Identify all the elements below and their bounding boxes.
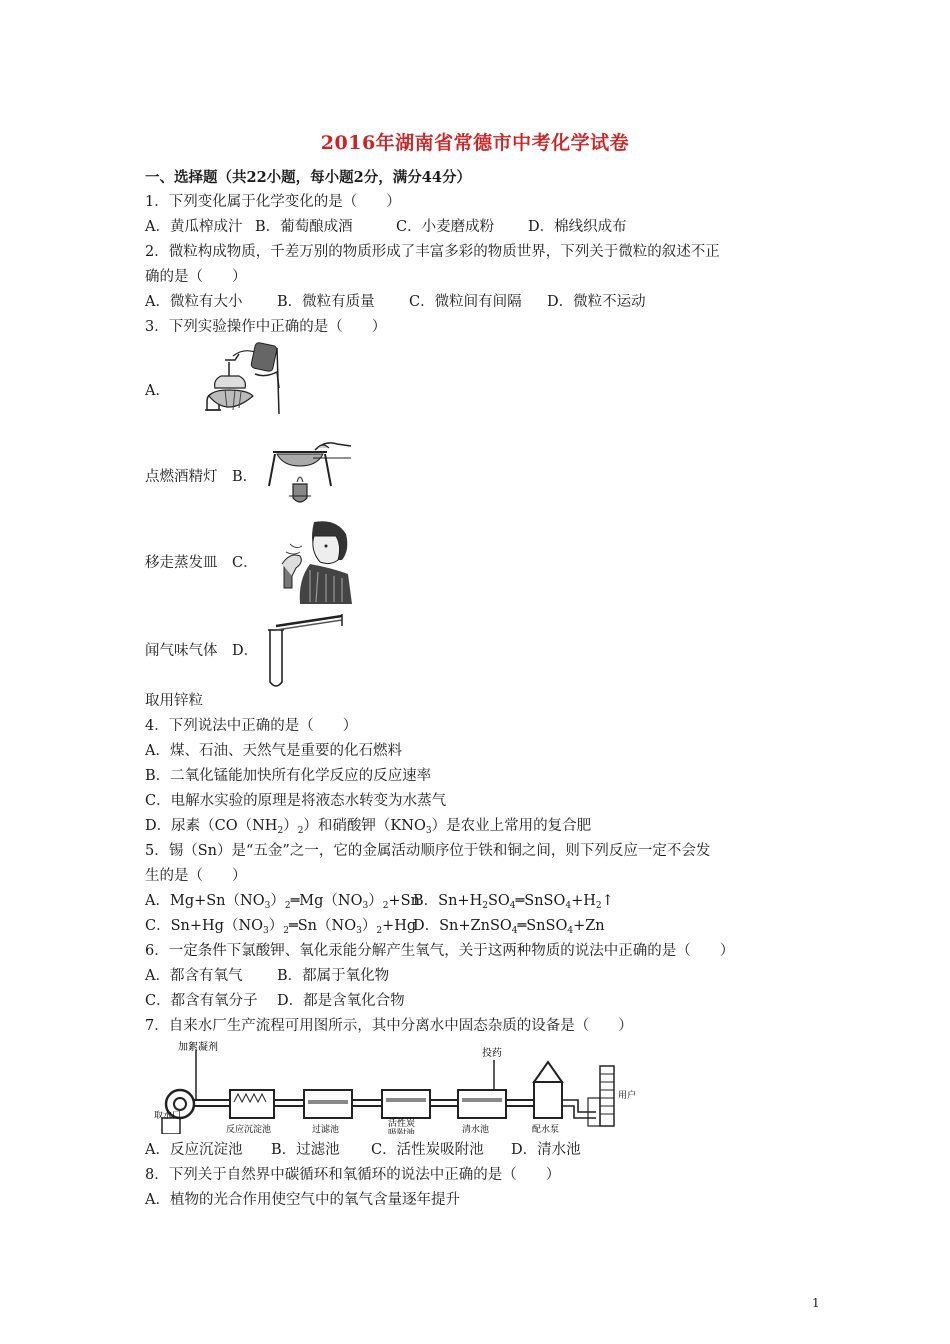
pump-label: 配水泵 (532, 1125, 560, 1134)
alcohol-lamp-lighting-figure (195, 338, 285, 418)
q3-option-a-letter: A． (145, 383, 170, 399)
q3-option-b-row: 点燃酒精灯 B． (145, 469, 258, 485)
q7-option-a: A．反应沉淀池 (145, 1142, 243, 1158)
q5-option-c: C．$Sn+Hg(NO_3)_2═Sn(NO_3)_2+Hg$ (145, 918, 417, 936)
filter-label: 过滤池 (312, 1125, 340, 1134)
q2-stem-line1: 2．微粒构成物质，千差万别的物质形成了丰富多彩的物质世界，下列关于微粒的叙述不正 (145, 244, 720, 260)
q2-options (145, 292, 646, 312)
q2-option-a: A．微粒有大小 (145, 294, 243, 310)
q7-stem: 7．自来水厂生产流程可用图所示，其中分离水中固态杂质的设备是（ ） (145, 1018, 633, 1034)
q4-option-b: B．二氧化锰能加快所有化学反应的反应速率 (145, 768, 432, 784)
q4-stem: 4．下列说法中正确的是（ ） (145, 718, 358, 734)
q5-stem-line1: 5．锡（Sn）是“五金”之一，它的金属活动顺序位于铁和铜之间，则下列反应一定不会发 (145, 843, 711, 859)
water-treatment-diagram (148, 1038, 638, 1134)
page-number: 1 (812, 1296, 820, 1310)
q6-option-b: B．都属于氧化物 (277, 968, 390, 984)
q6-stem: 6．一定条件下氯酸钾、氧化汞能分解产生氧气，关于这两种物质的说法中正确的是（ ） (145, 943, 735, 959)
test-tube-zinc-figure (262, 612, 352, 692)
evaporating-dish-figure (267, 432, 352, 512)
q6-options-ab (145, 966, 389, 986)
q3-option-c-row: 移走蒸发皿 C． (145, 555, 258, 571)
q5-option-a: A．$Mg+Sn(NO_3)_2═Mg(NO_3)_2+Sn$ (145, 893, 420, 911)
dosing-label: 投药 (482, 1048, 502, 1059)
q3-option-d-row: 闻气味气体 D． (145, 643, 259, 659)
q5-options-ab (145, 891, 614, 911)
intake-label: 取水口 (154, 1111, 182, 1121)
q1-option-b: B．葡萄酿成酒 (255, 219, 353, 235)
clear-tank-label: 清水池 (462, 1125, 490, 1134)
q8-stem: 8．下列关于自然界中碳循环和氧循环的说法中正确的是（ ） (145, 1167, 561, 1183)
q6-option-c: C．都含有氧分子 (145, 993, 258, 1009)
q8-option-a: A．植物的光合作用使空气中的氧气含量逐年提升 (145, 1192, 460, 1208)
q1-options (145, 217, 627, 237)
q1-stem: 1．下列变化属于化学变化的是（ ） (145, 194, 401, 210)
q5-options-cd (145, 916, 605, 936)
q4-option-d: D．尿素$(CO(NH_2)_2)$和硝酸钾$(KNO_3)$是农业上常用的复合肥 (145, 818, 592, 836)
smelling-gas-figure (270, 516, 355, 604)
q1-option-c: C．小麦磨成粉 (396, 219, 495, 235)
carbon-label-1: 活性炭 (388, 1119, 416, 1129)
q2-option-c: C．微粒间有间隔 (409, 294, 522, 310)
q7-options (145, 1140, 581, 1160)
q6-option-d: D．都是含氧化合物 (277, 993, 405, 1009)
q7-option-d: D．清水池 (511, 1142, 581, 1158)
carbon-label-2: 吸附池 (388, 1129, 416, 1134)
q4-option-a: A．煤、石油、天然气是重要的化石燃料 (145, 743, 402, 759)
q7-option-b: B．过滤池 (271, 1142, 340, 1158)
section-heading: 一、选择题（共22小题，每小题2分，满分44分） (145, 169, 471, 186)
q6-options-cd (145, 991, 405, 1011)
q7-option-c: C．活性炭吸附池 (371, 1142, 484, 1158)
page-title: 2016年湖南省常德市中考化学试卷 (320, 132, 630, 154)
q1-option-d: D．棉线织成布 (528, 219, 627, 235)
q5-stem-line2: 生的是（ ） (145, 868, 247, 884)
q2-option-d: D．微粒不运动 (547, 294, 646, 310)
q2-option-b: B．微粒有质量 (277, 294, 375, 310)
q5-option-b: B．$Sn+H_2SO_4═SnSO_4+H_2↑$ (413, 893, 614, 911)
q3-option-d-label: 取用锌粒 (145, 693, 203, 709)
q5-option-d: D．Sn+ZnSO$_4$═SnSO$_4$+Zn (413, 918, 605, 936)
q1-option-a: A．黄瓜榨成汁 (145, 219, 243, 235)
q2-stem-line2: 确的是（ ） (145, 269, 247, 285)
coagulant-label: 加絮凝剂 (178, 1042, 218, 1053)
q6-option-a: A．都含有氧气 (145, 968, 243, 984)
q3-stem: 3．下列实验操作中正确的是（ ） (145, 319, 387, 335)
q4-option-c: C．电解水实验的原理是将液态水转变为水蒸气 (145, 793, 447, 809)
sedimentation-label: 反应沉淀池 (226, 1125, 272, 1134)
user-label: 用户 (618, 1091, 637, 1101)
